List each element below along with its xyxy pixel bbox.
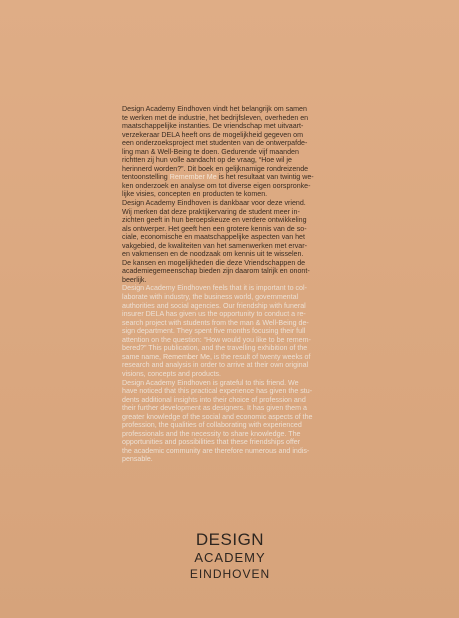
dutch-paragraph-1 [122,105,351,199]
remember-me-title-en: Remember Me [163,352,210,361]
dutch-text: Design Academy Eindhoven vindt het belangrijk om samen te werken met de industrie, het bedrijfsleven, overheden en maatschappelijke instanties. De vriendschap met uitvaart- verzekeraar DELA heeft ons de mogelijkheid gegeven om een onderzoeksproject met studenten van de ontwerpafde- ling man & Well-Being te doen. Gedurende vijf maanden richtten zij hun volle aandacht op de vraag, “Hoe wil je herinnerd worden?”. Dit boek en gelijknamige rondreizende tentoonstelling [122,105,309,182]
dutch-paragraph-2: Design Academy Eindhoven is dankbaar voor deze vriend. Wij merken dat deze praktijkervaring de student meer in- zichten geeft in hun beroepskeuze en verdere ontwikkeling als ontwerper. Het geeft hen een grotere kennis van de so- ciale, economische en maatschappelijke aspecten van het vakgebied, de kwaliteiten van het samenwerken met ervar- en vakmensen en de noodzaak om kennis uit te wisselen. De kansen en mogelijkheden die deze Vriendschappen de academiegemeenschap bieden zijn daarom talrijk en onont- beerlijk. [122,199,310,284]
design-academy-logo [170,530,290,582]
logo-line-academy: ACADEMY [194,550,266,565]
remember-me-title-nl: Remember Me [169,173,217,182]
english-paragraph-1 [122,284,351,378]
logo-line-eindhoven: EINDHOVEN [189,567,271,581]
logo-line-design: DESIGN [195,530,265,549]
dutch-text: is het resultaat van twintig we- ken onderzoek en analyse om tot diverse eigen oorspronke- lijke visies, concepten en producten te komen. [122,173,314,199]
english-paragraph-2: Design Academy Eindhoven is grateful to this friend. We have noticed that this practical experience has given the stu- dents additional insights into their choice of profession and their further development as designers. It has given them a greater knowledge of the social and economic aspects of the profession, the qualities of collaborating with experienced professionals and the necessity to share knowledge. The opportunities and possibilities that these friendships offer the academic community are therefore numerous and indis- pensable. [122,378,313,464]
english-text: , is the result of twenty weeks of research and analysis in order to arrive at their own original visions, concepts and products. [122,352,311,378]
text-column [122,105,351,464]
english-text: Design Academy Eindhoven feels that it is important to col- laborate with industry, the business world, governmental authorities and social agencies. Our friendship with funeral insurer DELA has given us the opportunity to conduct a re- search project with students from the man & Well-Being de- sign department. They spent five months focusing their full attention on the question: “How would you like to be remem- bered?” This publication, and the travelling exhibition of the same name, [122,284,311,361]
